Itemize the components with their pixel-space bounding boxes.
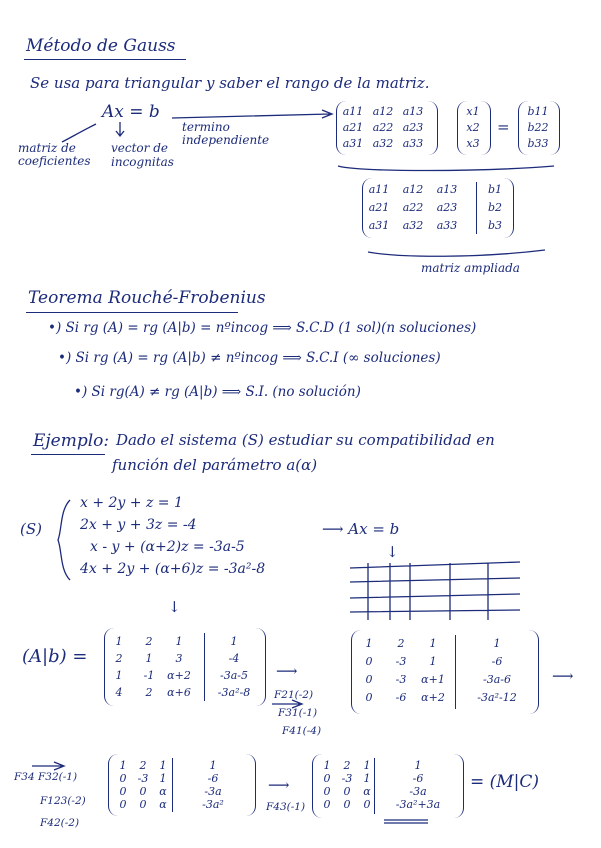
down-arrow-right: ↓ xyxy=(386,543,399,561)
ampliada-entry: a22 xyxy=(402,201,424,214)
m4-cell: 0 xyxy=(323,772,331,785)
m4-cell: 1 xyxy=(363,759,371,772)
m3-cell: -3 xyxy=(137,772,149,785)
label-matriz-ampliada: matriz ampliada xyxy=(421,261,520,275)
ampliada-entry: a31 xyxy=(368,219,390,232)
m2-cell: 0 xyxy=(365,655,373,668)
ampliada-rhs: b2 xyxy=(487,201,503,214)
ampliada-entry: a12 xyxy=(402,183,424,196)
m3-cell: 2 xyxy=(139,759,147,772)
ampliada-entry: a32 xyxy=(402,219,424,232)
m3-cell: α xyxy=(159,785,167,798)
arrow-to-axb: ⟶ Ax = b xyxy=(322,520,400,538)
m1-cell: α+2 xyxy=(167,669,191,682)
label-matriz-coeficientes: matriz de coeficientes xyxy=(18,141,91,169)
m4-cell: 1 xyxy=(323,759,331,772)
m1-rhs: -3a²-8 xyxy=(217,686,251,699)
ops2-arrow xyxy=(32,762,64,770)
system-equation: 2x + y + 3z = -4 xyxy=(80,517,197,533)
m2-rhs: -6 xyxy=(491,655,503,668)
ab-label: (A|b) = xyxy=(22,646,88,667)
m4-cell: 0 xyxy=(363,798,371,811)
m4-cell: 0 xyxy=(343,798,351,811)
m4-cell: -3 xyxy=(341,772,353,785)
arrow-step3: ⟶ xyxy=(268,776,290,794)
mc-label: = (M|C) xyxy=(470,772,540,792)
axb-equation: Ax = b xyxy=(102,102,160,122)
rouche-rule-1: •) Si rg (A) = rg (A|b) = nºincog ⟹ S.C.D (1 sol)(n soluciones) xyxy=(48,320,477,336)
vector-x-entry: x2 xyxy=(466,121,480,134)
gauss-description: Se usa para triangular y saber el rango de la matriz. xyxy=(30,74,430,92)
heading-rouche: Teorema Rouché-Frobenius xyxy=(28,288,266,308)
m3-cell: 0 xyxy=(119,785,127,798)
m1-cell: 1 xyxy=(175,635,183,648)
matrix-a-entry: a31 xyxy=(342,137,364,150)
m2-cell: 1 xyxy=(365,637,373,650)
m4-rhs: -6 xyxy=(412,772,424,785)
m2-cell: α+1 xyxy=(421,673,445,686)
ampliada-entry: a11 xyxy=(368,183,390,196)
m1-cell: α+6 xyxy=(167,686,191,699)
double-underline xyxy=(384,820,428,823)
m2-rhs: -3a-6 xyxy=(483,673,511,686)
m2-cell: 0 xyxy=(365,691,373,704)
brace-top xyxy=(338,166,554,171)
arrow-to-vector xyxy=(116,122,124,136)
ampliada-rhs: b1 xyxy=(487,183,503,196)
m3-cell: 0 xyxy=(119,772,127,785)
m4-cell: 0 xyxy=(323,798,331,811)
row-operation: F21(-2) xyxy=(274,689,314,701)
m1-cell: 4 xyxy=(115,686,123,699)
ampliada-rhs: b3 xyxy=(487,219,503,232)
m4-cell: 2 xyxy=(343,759,351,772)
m3-cell: α xyxy=(159,798,167,811)
m4-cell: 0 xyxy=(343,785,351,798)
system-brace xyxy=(58,500,70,580)
vector-b-entry: b11 xyxy=(527,105,549,118)
m2-cell: 0 xyxy=(365,673,373,686)
m3-rhs: -3a² xyxy=(202,798,224,811)
ejemplo-text-line2: función del parámetro a(α) xyxy=(112,456,318,474)
vector-b-entry: b33 xyxy=(527,137,549,150)
m2-cell: -3 xyxy=(395,673,407,686)
matrix-a-entry: a22 xyxy=(372,121,394,134)
row-operation: F31(-1) xyxy=(278,707,318,719)
m4-rhs: -3a²+3a xyxy=(395,798,441,811)
scratch-lines xyxy=(350,562,520,620)
m1-cell: -1 xyxy=(143,669,155,682)
vector-x-entry: x1 xyxy=(466,105,480,118)
matrix-a-entry: a21 xyxy=(342,121,364,134)
m4-cell: 0 xyxy=(323,785,331,798)
system-label: (S) xyxy=(20,520,42,538)
brace-bottom xyxy=(368,250,545,256)
ops2-bot: F42(-2) xyxy=(40,817,80,829)
ampliada-entry: a21 xyxy=(368,201,390,214)
m3-cell: 1 xyxy=(159,759,167,772)
m4-cell: α xyxy=(363,785,371,798)
ops2-mid: F123(-2) xyxy=(40,795,86,807)
ops2-top: F34 F32(-1) xyxy=(14,771,78,783)
label-termino-independiente: termino independiente xyxy=(182,120,270,148)
arrow-to-coef xyxy=(62,124,96,142)
m3-cell: 1 xyxy=(119,759,127,772)
ejemplo-label: Ejemplo: xyxy=(33,431,110,451)
m3-cell: 1 xyxy=(159,772,167,785)
ampliada-entry: a33 xyxy=(436,219,458,232)
matrix-a-entry: a13 xyxy=(402,105,424,118)
m3-rhs: -6 xyxy=(207,772,219,785)
m1-cell: 1 xyxy=(115,669,123,682)
m2-cell: -3 xyxy=(395,655,407,668)
matrix-a-entry: a12 xyxy=(372,105,394,118)
matrix-a-entry: a11 xyxy=(342,105,364,118)
m1-cell: 3 xyxy=(175,652,183,665)
m1-rhs: -3a-5 xyxy=(220,669,248,682)
m3-rhs: -3a xyxy=(204,785,222,798)
heading-gauss: Método de Gauss xyxy=(26,36,176,56)
m1-rhs: 1 xyxy=(230,635,238,648)
m2-rhs: -3a²-12 xyxy=(477,691,517,704)
arrow-step2: ⟶ xyxy=(552,667,574,685)
rouche-rule-3: •) Si rg(A) ≠ rg (A|b) ⟹ S.I. (no solución) xyxy=(74,384,361,400)
arrow-step1: ⟶ xyxy=(276,662,298,680)
m2-cell: 1 xyxy=(429,655,437,668)
m2-cell: -6 xyxy=(395,691,407,704)
m2-rhs: 1 xyxy=(493,637,501,650)
underline-ops xyxy=(272,700,302,708)
rouche-rule-2: •) Si rg (A) = rg (A|b) ≠ nºincog ⟹ S.C.I (∞ soluciones) xyxy=(58,350,441,366)
m3-cell: 0 xyxy=(119,798,127,811)
system-equation: x + 2y + z = 1 xyxy=(80,495,183,511)
m1-cell: 1 xyxy=(115,635,123,648)
label-vector-incognitas: vector de incognitas xyxy=(111,141,174,169)
equals-sign: = xyxy=(497,118,510,136)
m1-cell: 2 xyxy=(115,652,123,665)
row-operation: F41(-4) xyxy=(282,725,322,737)
ampliada-entry: a13 xyxy=(436,183,458,196)
vector-b-entry: b22 xyxy=(527,121,549,134)
vector-x-entry: x3 xyxy=(466,137,480,150)
m2-cell: 1 xyxy=(429,637,437,650)
m3-cell: 0 xyxy=(139,785,147,798)
m1-cell: 2 xyxy=(145,635,153,648)
ampliada-entry: a23 xyxy=(436,201,458,214)
down-arrow-left: ↓ xyxy=(168,598,181,616)
m4-rhs: 1 xyxy=(414,759,422,772)
op3-label: F43(-1) xyxy=(266,801,306,813)
m2-cell: 2 xyxy=(397,637,405,650)
m1-rhs: -4 xyxy=(228,652,240,665)
m4-cell: 1 xyxy=(363,772,371,785)
matrix-a-entry: a32 xyxy=(372,137,394,150)
m3-cell: 0 xyxy=(139,798,147,811)
m2-cell: α+2 xyxy=(421,691,445,704)
arrow-to-matrix xyxy=(172,110,332,118)
ejemplo-text-line1: Dado el sistema (S) estudiar su compatibilidad en xyxy=(116,431,495,449)
m3-rhs: 1 xyxy=(209,759,217,772)
m4-rhs: -3a xyxy=(409,785,427,798)
system-equation: x - y + (α+2)z = -3a-5 xyxy=(90,539,245,555)
matrix-a-entry: a23 xyxy=(402,121,424,134)
m1-cell: 1 xyxy=(145,652,153,665)
matrix-a-entry: a33 xyxy=(402,137,424,150)
system-equation: 4x + 2y + (α+6)z = -3a²-8 xyxy=(80,561,266,577)
m1-cell: 2 xyxy=(145,686,153,699)
